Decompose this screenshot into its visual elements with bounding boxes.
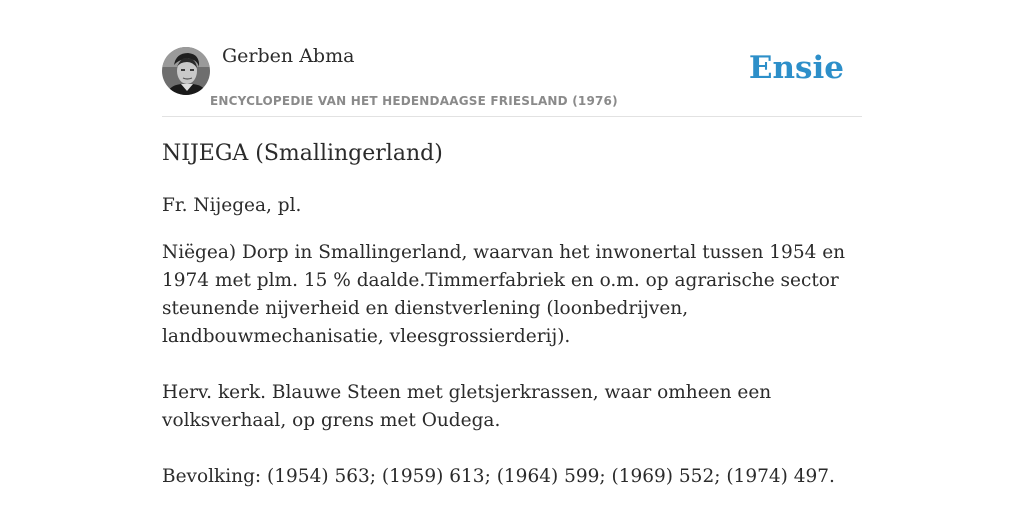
header	[162, 0, 862, 117]
paragraph: Niëgea) Dorp in Smallingerland, waarvan het inwonertal tussen 1954 en 1974 met plm. 15 % daalde.Timmerfabriek en o.m. op agrarische sector steunende nijverheid en dienstverlening (loonbedrijven, landbouwmechanisatie, vleesgrossierderij).	[162, 242, 846, 347]
article-title: NIJEGA (Smallingerland)	[162, 141, 443, 166]
paragraph: Herv. kerk. Blauwe Steen met gletsjerkrassen, waar omheen een volksverhaal, op grens met Oudega.	[162, 382, 772, 431]
brand-logo[interactable]: Ensie	[748, 50, 844, 86]
source-label[interactable]: ENCYCLOPEDIE VAN HET HEDENDAAGSE FRIESLAND (1976)	[210, 94, 618, 108]
paragraph: Bevolking: (1954) 563; (1959) 613; (1964) 599; (1969) 552; (1974) 497.	[162, 466, 835, 487]
article-body	[162, 192, 872, 491]
author-name[interactable]: Gerben Abma	[222, 45, 355, 67]
avatar	[162, 47, 210, 95]
paragraph: Fr. Nijegea, pl.	[162, 195, 302, 216]
